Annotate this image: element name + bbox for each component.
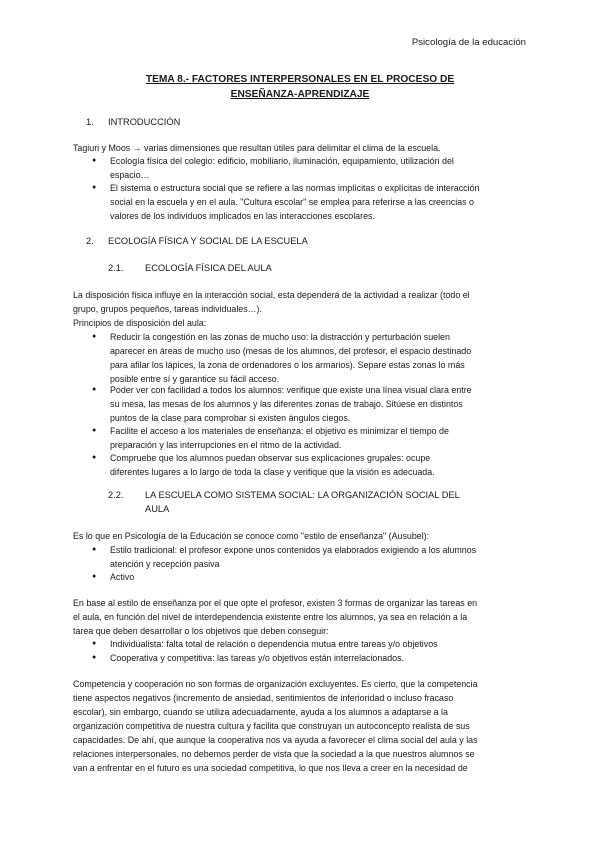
s21-para-line-1: La disposición física influye en la interacción social, esta dependerá de la actividad a realizar (todo el: [73, 290, 470, 300]
s21-bullet-4-line-2: diferentes lugares a lo largo de toda la clase y verifique que la visión es adecuada.: [110, 467, 435, 477]
section-2-heading: ECOLOGÍA FÍSICA Y SOCIAL DE LA ESCUELA: [108, 236, 308, 246]
bullet-icon: ●: [92, 640, 97, 647]
s21-bullet-2-line-1: Poder ver con facilidad a todos los alumnos: verifique que existe una línea visual clara entre: [110, 385, 472, 395]
section-2-2-number: 2.2.: [108, 490, 124, 500]
bullet-icon: ●: [92, 157, 97, 164]
s22-para2-line-3: tarea que deben desarrollar o los objetivos que deben conseguir:: [73, 626, 329, 636]
s21-para-line-2: grupo, grupos pequeños, tareas individuales…).: [73, 304, 262, 314]
s1-bullet-2-line-1: El sistema o estructura social que se refiere a las normas implícitas o explícitas de interacción: [110, 183, 480, 193]
s21-bullet-1-line-2: aparecer en áreas de mucho uso (mesas de los alumnos, del profesor, el espacio destinado: [110, 346, 472, 356]
section-2-1-number: 2.1.: [108, 263, 124, 273]
section-2-2-heading-line-2: AULA: [145, 504, 170, 514]
s1-bullet-2-line-2: social en la escuela y en el aula. "Cultura escolar" se emplea para referirse a las creencias o: [110, 197, 474, 207]
s21-para-line-3: Principios de disposición del aula:: [73, 318, 207, 328]
s22-para2-line-1: En base al estilo de enseñanza por el que opte el profesor, existen 3 formas de organizar las tareas en: [73, 598, 478, 608]
section-2-number: 2.: [86, 236, 94, 246]
s21-bullet-4-line-1: Compruebe que los alumnos puedan observar sus explicaciones grupales: ocupe: [110, 453, 431, 463]
s21-bullet-3-line-1: Facilite el acceso a los materiales de enseñanza: el objetivo es minimizar el tiempo de: [110, 426, 449, 436]
bullet-icon: ●: [92, 546, 97, 553]
s1-bullet-1-line-2: espacio…: [110, 170, 150, 180]
section-1-intro: Tagiuri y Moos → varias dimensiones que resultan útiles para delimitar el clima de la escuela.: [73, 143, 441, 153]
bullet-icon: ●: [92, 573, 97, 580]
s21-bullet-2-line-2: su mesa, las mesas de los alumnos y las diferentes zonas de trabajo. Sitúese en distintos: [110, 399, 463, 409]
bullet-icon: ●: [92, 333, 97, 340]
s22-para3-line-5: capacidades. De ahí, que aunque la cooperativa nos va ayuda a favorecer el clima social del aula y las: [73, 735, 478, 745]
bullet-icon: ●: [92, 454, 97, 461]
s21-bullet-1-line-4: posible entre sí y garantice su fácil acceso.: [110, 374, 280, 384]
s21-bullet-1-line-1: Reducir la congestión en las zonas de mucho uso: la distracción y perturbación suelen: [110, 332, 450, 342]
document-title-line-2: ENSEÑANZA-APRENDIZAJE: [230, 89, 370, 100]
s22-para2-line-2: el aula, en función del nivel de interdependencia existente entre los alumnos, ya sea en relación a la: [73, 612, 468, 622]
s22-bullet-1-line-1: Estilo tradicional: el profesor expone unos contenidos ya elaborados exigiendo a los alumnos: [110, 545, 477, 555]
section-2-1-heading: ECOLOGÍA FÍSICA DEL AULA: [145, 263, 272, 273]
s22-para3-line-7: van a enfrentar en el futuro es una sociedad competitiva, lo que nos lleva a creer en la necesidad de: [73, 763, 468, 773]
s22-bullet-2-line-1: Activo: [110, 572, 135, 582]
s22-bullet-1-line-2: atención y recepción pasiva: [110, 559, 220, 569]
bullet-icon: ●: [92, 386, 97, 393]
s22-bullet2-1: Individualista: falta total de relación o dependencia mutua entre tareas y/o objetivos: [110, 639, 438, 649]
s21-bullet-2-line-3: puntos de la clase para comprobar si existen ángulos ciegos.: [110, 413, 351, 423]
bullet-icon: ●: [92, 184, 97, 191]
s22-para3-line-6: relaciones interpersonales, no debemos perder de vista que la sociedad a la que nuestros alumnos se: [73, 749, 475, 759]
section-2-2-heading-line-1: LA ESCUELA COMO SISTEMA SOCIAL: LA ORGANIZACIÓN SOCIAL DEL: [145, 490, 460, 500]
bullet-icon: ●: [92, 654, 97, 661]
s22-para3-line-4: organización competitiva de nuestra cultura y facilita que construyan un autoconcepto realista de sus: [73, 721, 470, 731]
s22-para3-line-1: Competencia y cooperación no son formas de organización excluyentes. Es cierto, que la competencia: [73, 679, 478, 689]
s1-bullet-2-line-3: valores de los individuos implicados en las interacciones escolares.: [110, 211, 375, 221]
running-header: Psicología de la educación: [411, 37, 526, 48]
s1-bullet-1-line-1: Ecología física del colegio: edificio, mobiliario, iluminación, equipamiento, utilización del: [110, 156, 454, 166]
bullet-icon: ●: [92, 427, 97, 434]
s21-bullet-1-line-3: para afilar los lápices, la zona de ordenadores o los armarios). Separe estas zonas lo más: [110, 360, 465, 370]
section-1-number: 1.: [86, 117, 94, 127]
s21-bullet-3-line-2: preparación y las interrupciones en el ritmo de la actividad.: [110, 440, 342, 450]
s22-bullet2-2: Cooperativa y competitiva: las tareas y/o objetivos están interrelacionados.: [110, 653, 405, 663]
s22-para: Es lo que en Psicología de la Educación se conoce como "estilo de enseñanza" (Ausubel):: [73, 531, 430, 541]
section-1-heading: INTRODUCCIÓN: [108, 117, 181, 127]
s22-para3-line-3: escolar), sin embargo, cuando se utiliza adecuadamente, ayuda a los alumnos a adaptarse a la: [73, 707, 448, 717]
s22-para3-line-2: tiene aspectos negativos (incremento de ansiedad, sentimientos de inferioridad o incluso fracaso: [73, 693, 454, 703]
document-title-line-1: TEMA 8.- FACTORES INTERPERSONALES EN EL PROCESO DE: [145, 74, 455, 85]
